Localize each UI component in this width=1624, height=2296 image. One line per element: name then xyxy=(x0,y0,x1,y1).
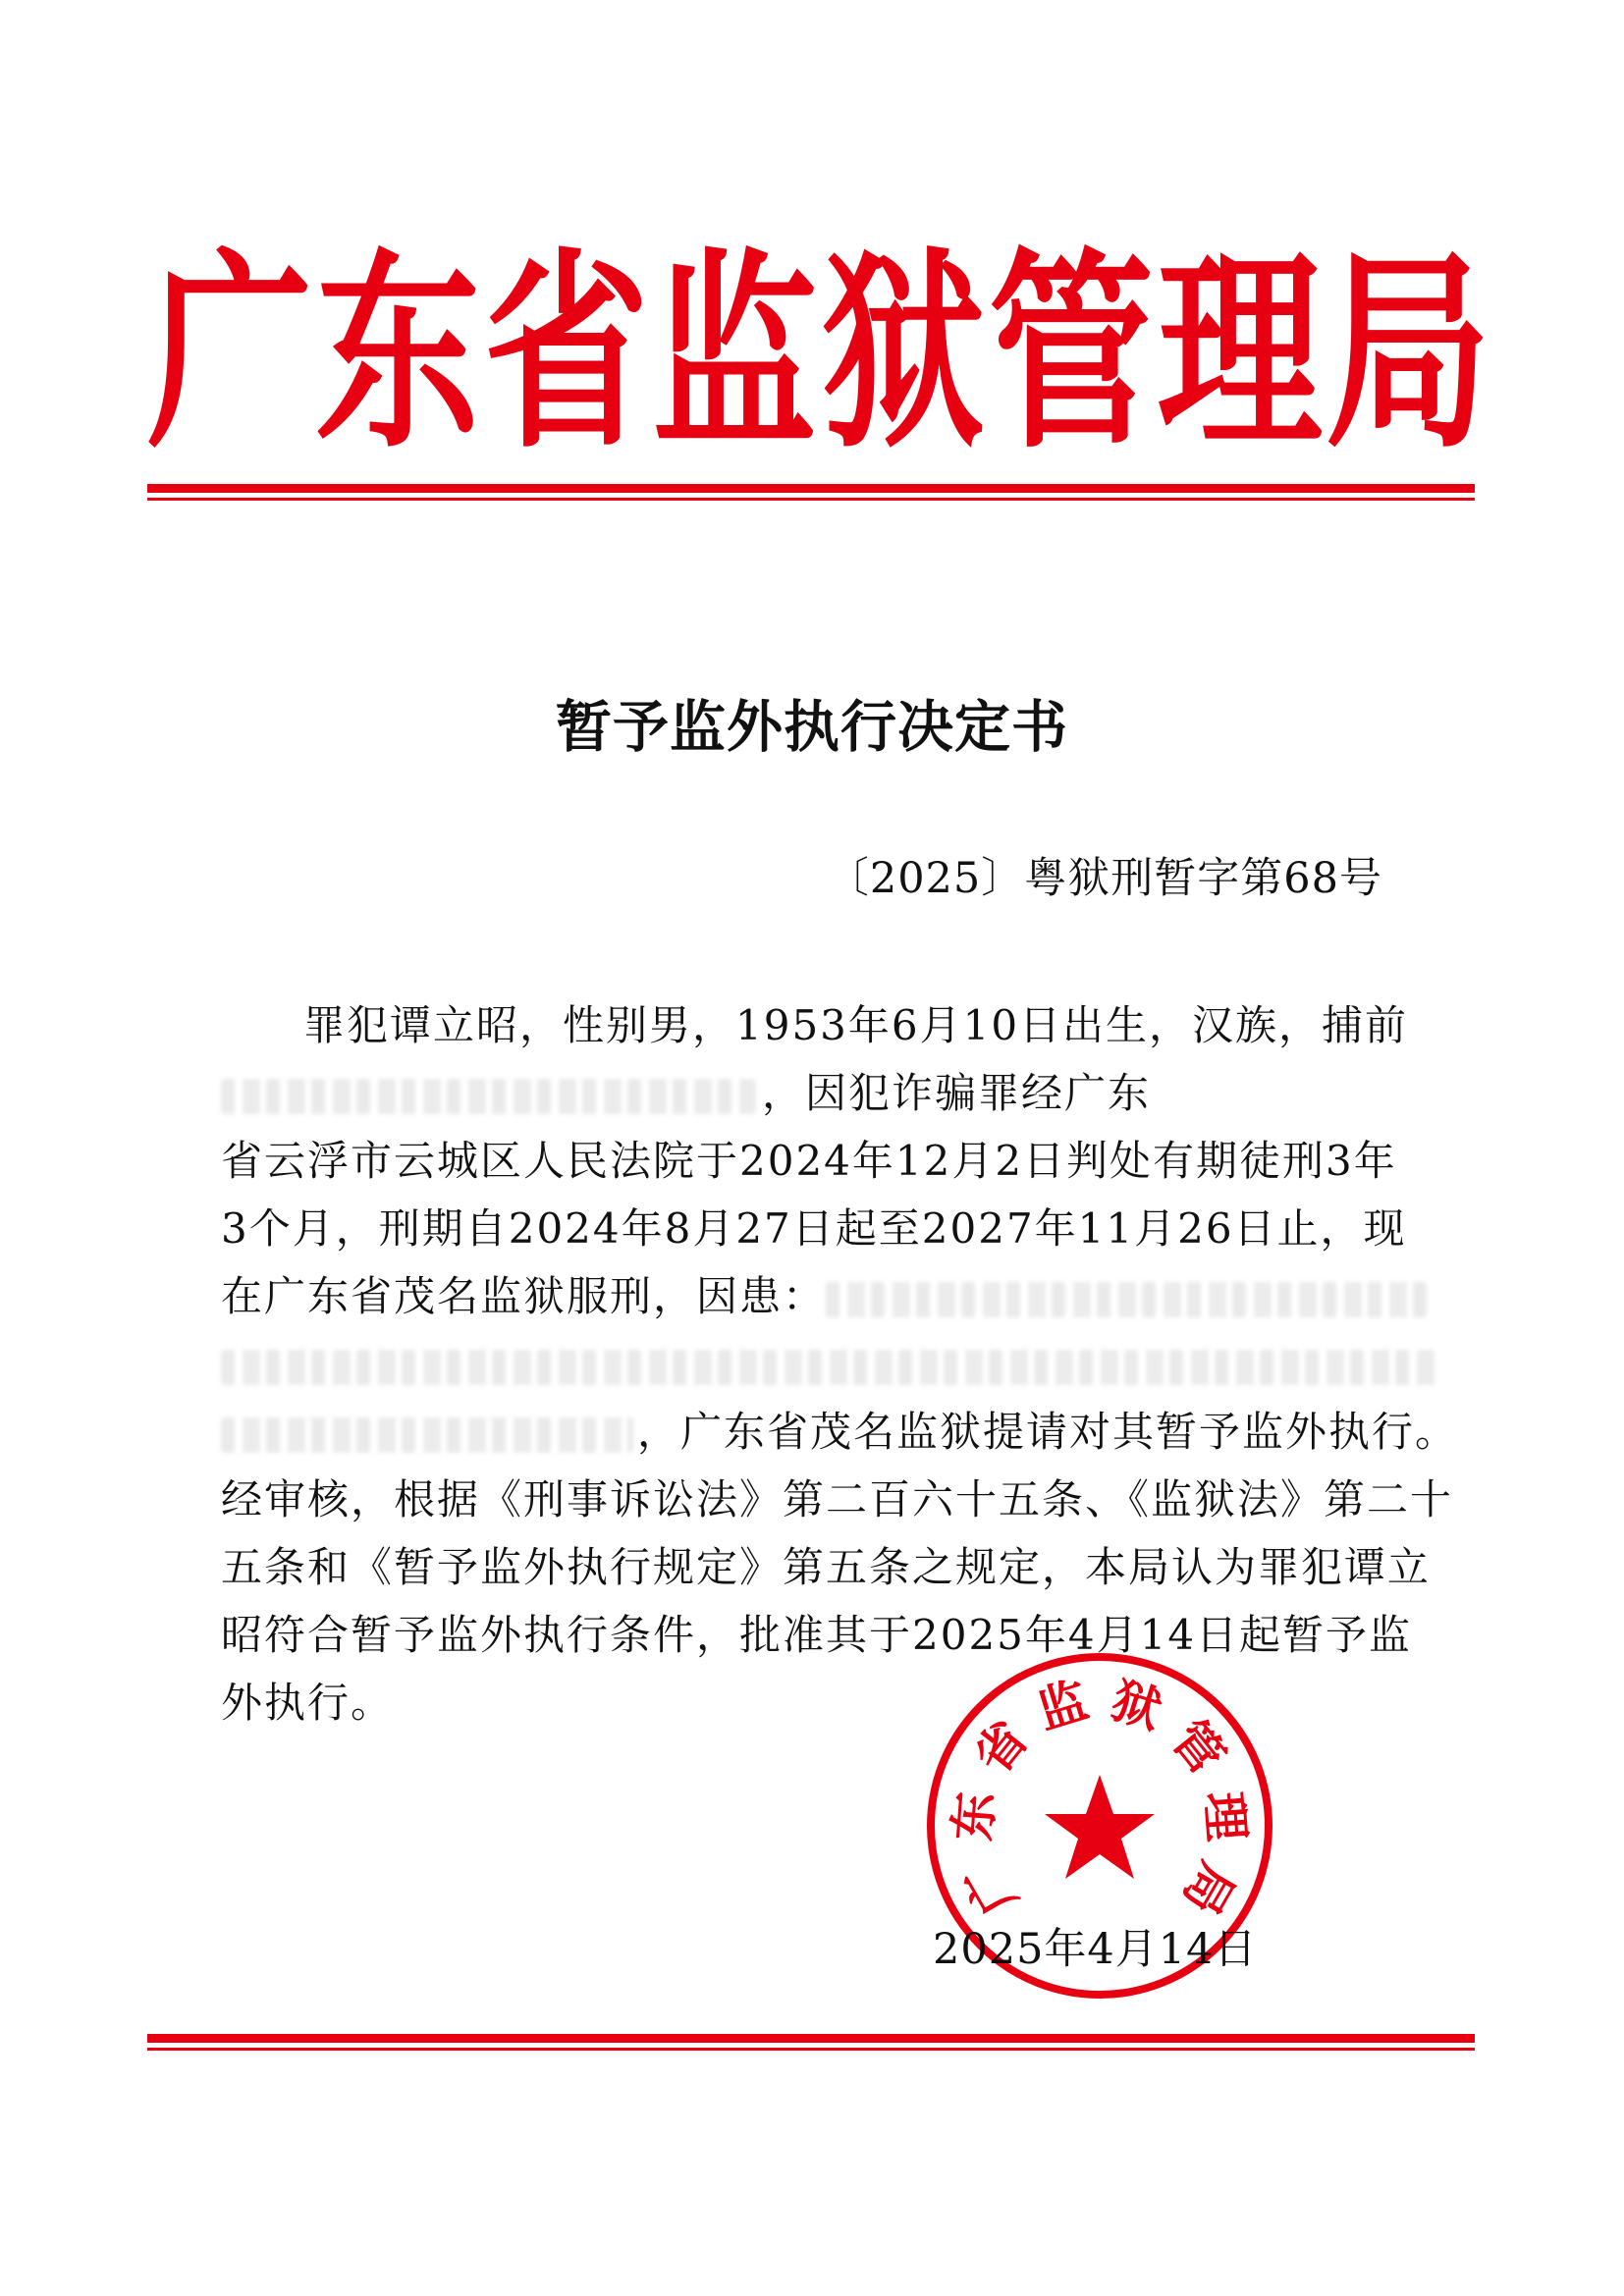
seal-char: 广 xyxy=(953,1852,1028,1925)
masthead-char: 东 xyxy=(315,230,481,477)
document-body xyxy=(221,991,1459,1736)
masthead-char: 监 xyxy=(652,230,818,477)
seal-char: 局 xyxy=(1171,1852,1246,1925)
seal-char: 狱 xyxy=(1105,1671,1169,1740)
header-divider-thin xyxy=(147,498,1475,501)
redacted-block xyxy=(826,1282,1435,1317)
body-text-segment: ，因犯诈骗罪经广东 xyxy=(762,1069,1152,1117)
seal-char: 省 xyxy=(963,1710,1040,1785)
body-line: 昭符合暂予监外执行条件，批准其于2025年4月14日起暂予监 xyxy=(221,1611,1413,1659)
redacted-block xyxy=(221,1079,756,1114)
redacted-block xyxy=(221,1417,633,1453)
official-seal xyxy=(923,1649,1276,2002)
body-line: 经审核，根据《刑事诉讼法》第二百六十五条、《监狱法》第二十 xyxy=(221,1475,1454,1523)
body-line xyxy=(221,1398,1459,1466)
seal-char: 理 xyxy=(1194,1789,1256,1843)
document-number: 〔2025〕粤狱刑暂字第68号 xyxy=(826,854,1382,903)
footer-divider-thin xyxy=(147,2048,1475,2051)
masthead xyxy=(147,230,1490,477)
redacted-block xyxy=(221,1350,1436,1385)
body-line xyxy=(221,1059,1438,1127)
masthead-char: 管 xyxy=(989,230,1155,477)
masthead-char: 局 xyxy=(1325,230,1490,477)
header-divider-thick xyxy=(147,484,1475,493)
masthead-char: 广 xyxy=(147,230,312,477)
seal-char: 管 xyxy=(1160,1710,1236,1785)
issue-date: 2025年4月14日 xyxy=(933,1925,1258,1974)
masthead-char: 狱 xyxy=(820,230,986,477)
seal-star-icon xyxy=(1045,1775,1155,1879)
body-line: 省云浮市云城区人民法院于2024年12月2日判处有期徒刑3年 xyxy=(221,1137,1397,1185)
body-line: 外执行。 xyxy=(221,1679,395,1727)
footer-divider-thick xyxy=(147,2034,1475,2043)
document-title: 暂予监外执行决定书 xyxy=(556,694,1068,760)
body-text-segment: 在广东省茂名监狱服刑，因患： xyxy=(221,1272,827,1320)
body-line xyxy=(221,1262,1438,1330)
body-text-segment: ，广东省茂名监狱提请对其暂予监外执行。 xyxy=(637,1408,1459,1456)
body-line: 五条和《暂予监外执行规定》第五条之规定，本局认为罪犯谭立 xyxy=(221,1543,1432,1591)
masthead-char: 省 xyxy=(483,230,649,477)
masthead-char: 理 xyxy=(1157,230,1323,477)
body-line: 3个月，刑期自2024年8月27日起至2027年11月26日止，现 xyxy=(221,1204,1407,1253)
seal-char: 东 xyxy=(944,1789,1005,1843)
body-line xyxy=(221,1330,1438,1398)
seal-char: 监 xyxy=(1030,1671,1095,1740)
body-line: 罪犯谭立昭，性别男，1953年6月10日出生，汉族，捕前 xyxy=(303,1001,1409,1049)
